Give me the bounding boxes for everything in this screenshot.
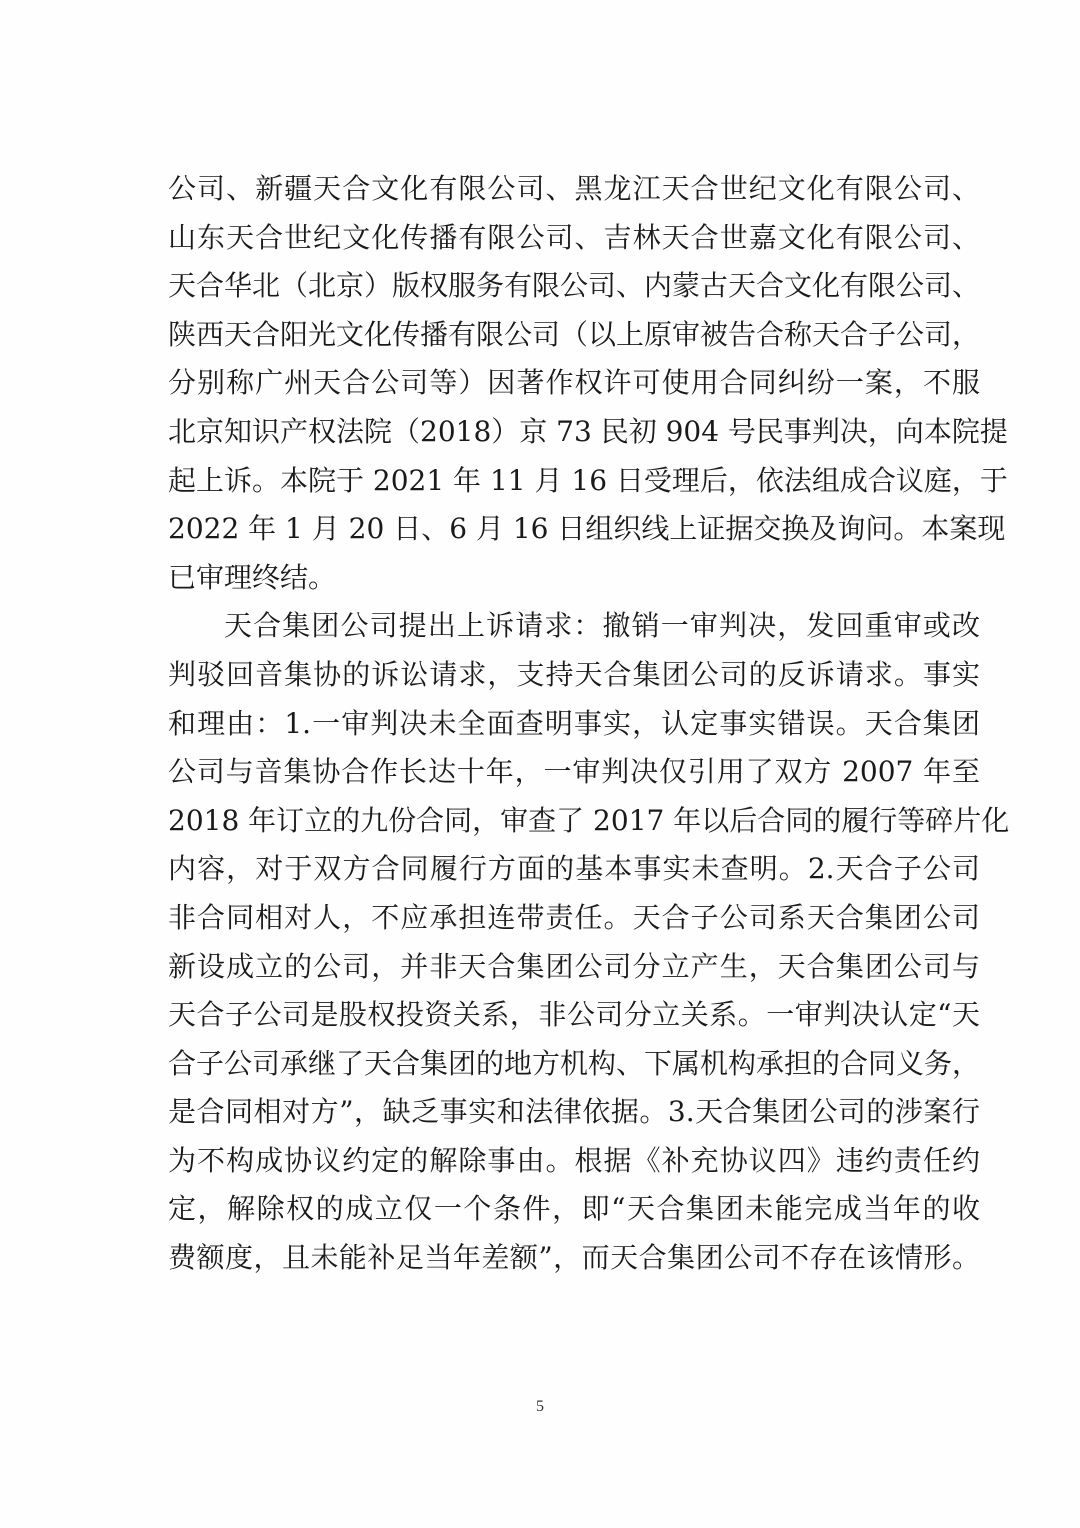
text-line: 为不构成协议约定的解除事由。根据《补充协议四》违约责任约 (168, 1143, 980, 1177)
paragraph-2 (168, 602, 1010, 1282)
text-line: 非合同相对人，不应承担连带责任。天合子公司系天合集团公司 (168, 900, 980, 934)
paragraph-1 (168, 165, 1008, 602)
text-line: 公司与音集协合作长达十年，一审判决仅引用了双方 2007 年至 (168, 755, 980, 789)
text-line: 北京知识产权法院（2018）京 73 民初 904 号民事判决，向本院提 (168, 414, 1008, 448)
text-line: 起上诉。本院于 2021 年 11 月 16 日受理后，依法组成合议庭，于 (168, 463, 1008, 497)
text-line: 是合同相对方”，缺乏事实和法律依据。3.天合集团公司的涉案行 (168, 1095, 980, 1129)
text-line: 费额度，且未能补足当年差额”，而天合集团公司不存在该情形。 (168, 1241, 980, 1275)
text-line: 判驳回音集协的诉讼请求，支持天合集团公司的反诉请求。事实 (168, 657, 980, 691)
text-line: 山东天合世纪文化传播有限公司、吉林天合世嘉文化有限公司、 (168, 220, 980, 254)
text-line: 天合子公司是股权投资关系，非公司分立关系。一审判决认定“天 (168, 998, 980, 1032)
text-line: 2022 年 1 月 20 日、6 月 16 日组织线上证据交换及询问。本案现 (168, 512, 1006, 546)
text-line: 合子公司承继了天合集团的地方机构、下属机构承担的合同义务， (168, 1046, 981, 1080)
text-line: 已审理终结。 (168, 560, 337, 594)
text-line: 天合华北（北京）版权服务有限公司、内蒙古天合文化有限公司、 (168, 269, 981, 303)
text-line: 陕西天合阳光文化传播有限公司（以上原审被告合称天合子公司， (168, 317, 981, 351)
text-line: 分别称广州天合公司等）因著作权许可使用合同纠纷一案，不服 (168, 366, 980, 400)
judgment-body-text (168, 165, 1010, 1283)
text-line: 公司、新疆天合文化有限公司、黑龙江天合世纪文化有限公司、 (168, 172, 980, 205)
text-line: 和理由：1.一审判决未全面查明事实，认定事实错误。天合集团 (168, 706, 980, 740)
text-line: 天合集团公司提出上诉请求：撤销一审判决，发回重审或改 (224, 609, 980, 643)
page-number: 5 (536, 1398, 544, 1415)
text-line: 定，解除权的成立仅一个条件，即“天合集团未能完成当年的收 (168, 1192, 980, 1226)
text-line: 内容，对于双方合同履行方面的基本事实未查明。2.天合子公司 (168, 852, 980, 886)
text-line: 新设成立的公司，并非天合集团公司分立产生，天合集团公司与 (168, 949, 980, 983)
text-line: 2018 年订立的九份合同，审查了 2017 年以后合同的履行等碎片化 (168, 803, 1010, 837)
